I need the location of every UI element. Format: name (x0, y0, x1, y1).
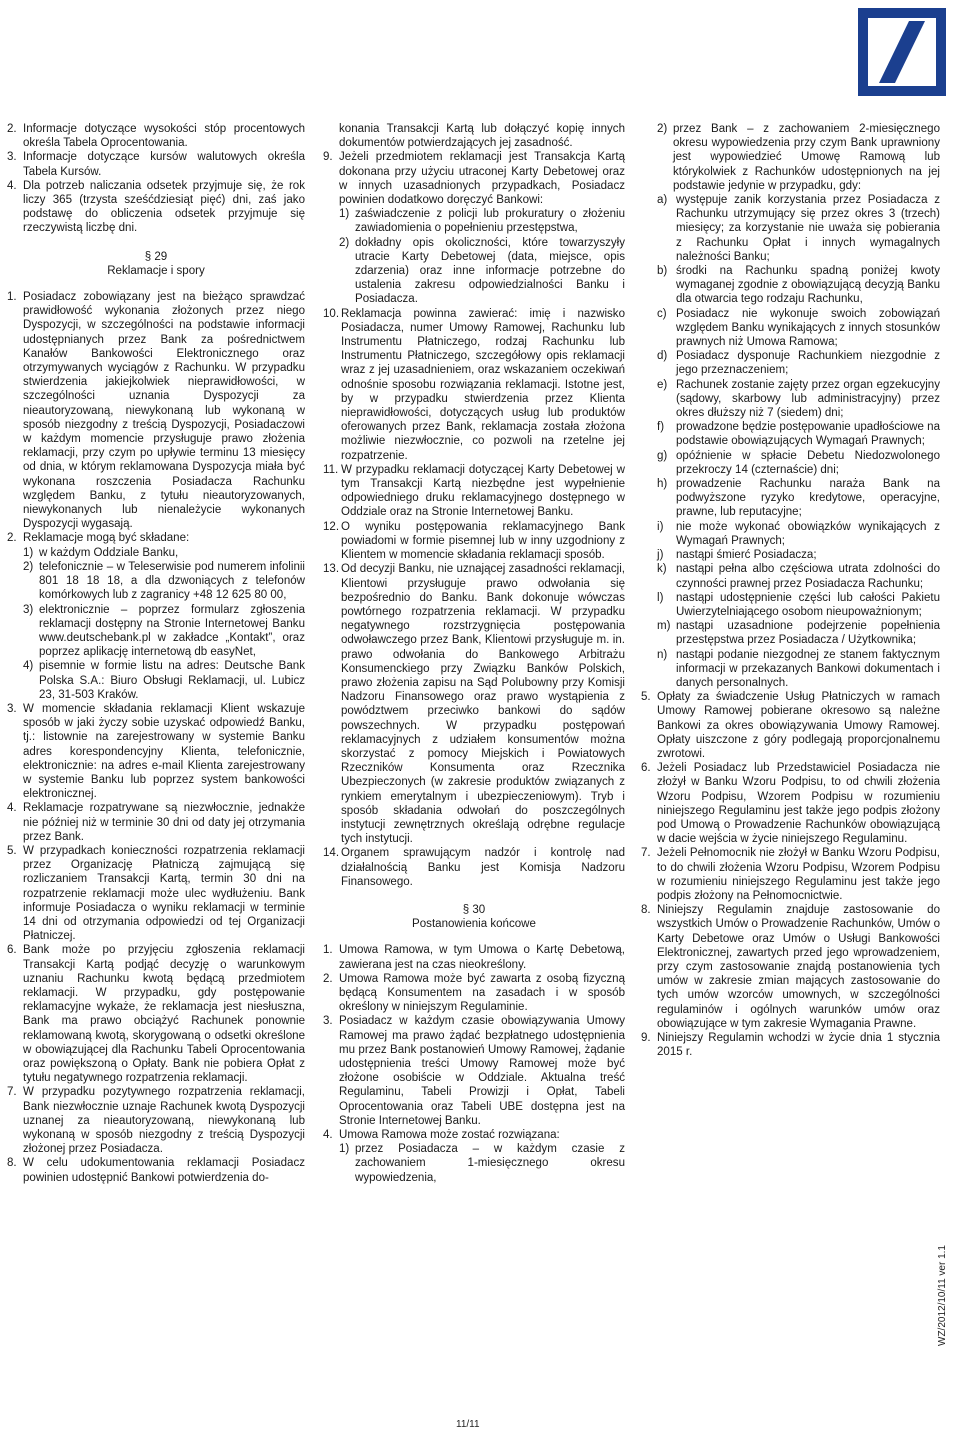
clause-text: Bank może po przyjęciu zgłoszenia reklamacji Transakcji Kartą podjąć decyzję o warunkowym uznaniu Rachunku kwotą będącą przedmiotem reklamacji. W przypadku, gdy postępowanie reklamacyjne wykaże, że reklamacja jest niesłuszna, Bank ma prawo obciążyć Rachunek ponownie reklamowaną kwotą, skorygowaną o odsetki określone w obowiązującej dla Rachunku Tabeli Oprocentowania oraz powiększoną o Opłaty. Bank nie pobiera Opłat z tytułu negatywnego rozpatrzenia reklamacji. (23, 944, 305, 1085)
clause-text: O wyniku postępowania reklamacyjnego Bank powiadomi w formie pisemnej lub w inny uzgodniony z Klientem w momencie składania reklamacji sposób. (341, 520, 625, 562)
clause-item (7, 659, 305, 702)
column-right (641, 122, 940, 1059)
clause-number: 5. (7, 844, 17, 857)
clause-text: konania Transakcji Kartą lub dołączyć kopię innych dokumentów potwierdzających jej zasadność. (339, 123, 625, 150)
clause-item (641, 307, 940, 350)
clause-text: Posiadacz zobowiązany jest na bieżąco sprawdzać prawidłowość wykonania złożonych przez niego Dyspozycji, w szczególności na podstawie informacji udostępnianych przez Bank za pośrednictwem Kanałów Bankowości Elektronicznego oraz otrzymywanych wyciągów z Rachunku. W przypadku stwierdzenia jakiejkolwiek nieprawidłowości, w szczególności uznania Dyspozycji za nieautoryzowaną, niewykonaną lub wykonaną w sposób niezgodny z treścią Dyspozycji, Posiadaczowi w każdym momencie przysługuje prawo złożenia reklamacji, przy czym po upływie terminu 13 miesięcy od dnia, w którym reklamowana Dyspozycja miała być wykonana roszczenia Posiadacza Rachunku względem Banku, z tytułu nieautoryzowanych, niewykonanych lub nienależycie wykonanych Dyspozycji wygasają. (23, 291, 305, 531)
clause-text: nastąpi uzasadnione podejrzenie popełnienia przestępstwa przez Posiadacza / Użytkownika; (676, 620, 940, 647)
clause-text: Umowa Ramowa, w tym Umowa o Kartę Debetową, zawierana jest na czas nieokreślony. (339, 944, 625, 971)
clause-number: 8. (7, 1157, 17, 1170)
clause-item (641, 193, 940, 264)
clause-item (323, 943, 625, 971)
section-number: § 29 (144, 250, 168, 263)
clause-item (641, 562, 940, 590)
clause-text: Niniejszy Regulamin znajduje zastosowanie do wszystkich Umów o Prowadzenie Rachunków, Umów o Karty Debetowe oraz Umów o Usługi Bankowości Elektronicznej, zawartych przed jego wprowadzeniem, przy czym zastosowanie znajdą postanowienia tych umów w zakresie zmian mających zastosowanie do tych umów wzorców umownych, w szczególności regulaminów i ogólnych warunków umów oraz obowiązujące w tym zakresie Wymagania Prawne. (657, 904, 940, 1030)
clause-number: 12. (323, 520, 340, 533)
clause-text: Opłaty za świadczenie Usług Płatniczych w ramach Umowy Ramowej pobierane okresowo są należne Bankowi za okres obowiązywania Umowy Ramowej. Opłaty uiszczone z góry podlegają proporcjonalnemu zwrotowi. (657, 691, 940, 760)
clause-text: Posiadacz nie wykonuje swoich zobowiązań względem Banku wynikających z innych stosunków prawnych niż Umowa Ramowa; (676, 307, 940, 349)
clause-number: 3. (323, 1015, 333, 1028)
clause-item (7, 531, 305, 545)
section-title: Reklamacje i spory (107, 264, 205, 277)
clause-text: Umowa Ramowa może być zawarta z osobą fizyczną będącą Konsumentem na zasadach i w sposób określony w niniejszym Regulaminie. (339, 972, 625, 1014)
clause-item (641, 619, 940, 647)
clause-number: 7. (7, 1086, 17, 1099)
clause-item (641, 690, 940, 761)
clause-number: 7. (641, 847, 651, 860)
clause-number: j) (657, 549, 664, 562)
clause-text: prowadzone będzie postępowanie upadłościowe na podstawie obowiązujących Wymagań Prawnych; (676, 421, 940, 448)
clause-text: Informacje dotyczące kursów walutowych określa Tabela Kursów. (23, 151, 305, 178)
clause-text: W przypadku reklamacji dotyczącej Karty Debetowej w tym Transakcji Kartą niezbędne jest wypełnienie odpowiedniego druku reklamacyjnego dostępnego w Oddziale oraz na Stronie Internetowej Banku. (341, 463, 625, 519)
clause-number: m) (657, 620, 671, 633)
clause-number: 9. (323, 151, 333, 164)
clause-text: dokładny opis okoliczności, które towarzyszyły utracie Karty Debetowej (data, miejsce, opis zdarzenia) oraz inne informacje potrzebne do ustalenia zakresu odpowiedzialności Banku i Posiadacza. (355, 236, 625, 306)
clause-number: b) (657, 265, 668, 278)
clause-item (323, 236, 625, 307)
clause-number: n) (657, 648, 668, 661)
clause-item (323, 207, 625, 235)
clause-number: 5. (641, 691, 651, 704)
clause-item (641, 1031, 940, 1059)
clause-text: przez Bank – z zachowaniem 2-miesięcznego okresu wypowiedzenia przy czym Bank uprawniony jest wypowiedzieć Umowę Ramową lub którykolwiek z Rachunków udostępnionych na jej podstawie jedynie w przypadku, gdy: (673, 123, 940, 192)
clause-item (323, 520, 625, 563)
clause-text: Dla potrzeb naliczania odsetek przyjmuje się, że rok liczy 365 (trzysta sześćdziesiąt pięć) dni, zaś jako podstawę do obliczenia odsetek przyjmuje się rzeczywistą liczbę dni. (23, 179, 305, 235)
clause-number: 2) (23, 560, 34, 573)
clause-text: nastąpi podanie niezgodnej ze stanem faktycznym informacji w przekazanych Bankowi dokumentach i danych personalnych. (676, 648, 940, 689)
section-heading (323, 903, 625, 931)
clause-number: 1) (339, 1143, 350, 1156)
column-left (7, 122, 305, 1185)
clause-item (323, 562, 625, 846)
clause-number: 2) (339, 236, 350, 249)
clause-item (641, 548, 940, 562)
clause-item (323, 1014, 625, 1128)
clause-text: Jeżeli Pełnomocnik nie złożył w Banku Wzoru Podpisu, to do chwili złożenia Wzoru Podpisu, Wzorem Podpisu w rozumieniu niniejszego Regulaminu jest także jego podpis złożony na Pełnomocnictwie. (657, 847, 940, 902)
clause-item (641, 591, 940, 619)
clause-text: nastąpi udostępnienie części lub całości Pakietu Uwierzytelniającego osobom nieupoważnionym; (676, 591, 940, 618)
clause-number: 3. (7, 151, 17, 164)
clause-item (641, 903, 940, 1031)
clause-item (641, 349, 940, 377)
clause-number: c) (657, 307, 667, 320)
clause-item (7, 1085, 305, 1156)
clause-number: 1. (7, 291, 17, 304)
clause-text: Posiadacz w każdym czasie obowiązywania Umowy Ramowej ma prawo żądać bezpłatnego udostępnienia mu przez Bank postanowień Umowy Ramowej, żądanie udostępnienia treści Umowy Ramowej może być złożone osobiście w Oddziale. Aktualna treść Regulaminu, Tabeli Prowizji i Opłat, Tabeli Oprocentowania oraz Tabeli UBE dostępna jest na Stronie Internetowej Banku. (339, 1015, 625, 1127)
clause-text: Posiadacz dysponuje Rachunkiem niezgodnie z jego przeznaczeniem; (676, 350, 940, 377)
clause-number: d) (657, 350, 668, 363)
clause-item (323, 463, 625, 520)
page-number: 11/11 (456, 1419, 480, 1430)
clause-number: e) (657, 378, 668, 391)
clause-item (641, 264, 940, 307)
clause-item (7, 560, 305, 603)
clause-text: zaświadczenie z policji lub prokuratury o złożeniu zawiadomienia o popełnieniu przestępstwa, (355, 208, 625, 235)
clause-number: 4) (23, 660, 34, 673)
section-number: § 30 (462, 903, 486, 916)
clause-text: Od decyzji Banku, nie uznającej zasadności reklamacji, Klientowi przysługuje prawo odwołania się bezpośrednio do Banku. Bank dokonuje wówczas powtórnego rozpatrzenia reklamacji. W przypadku negatywnego rozstrzygnięcia postępowania odwoławczego przez Bank, Klientowi przysługuje m. in. prawo odwołania do Bankowego Arbitrażu Konsumenckiego przy Związku Banków Polskich, prawo złożenia zapisu na Sąd Polubowny przy Komisji Nadzoru Finansowego oraz prawo wystąpienia z powództwem przeciwko bankowi do sądów powszechnych. W przypadku postępowań reklamacyjnych z udziałem konsumentów można skorzystać z pomocy Miejskich i Powiatowych Rzeczników Konsumenta oraz Rzecznika Ubezpieczonych (w zakresie produktów związanych z rynkiem emerytalnym i ubezpieczeniowym). Tryb i sposób składania odwołań do poszczególnych instytucji zewnętrznych określają odrębne regulacje tych instytucji. (341, 563, 625, 846)
clause-item (7, 801, 305, 844)
clause-text: W przypadkach konieczności rozpatrzenia reklamacji przez Organizację Płatniczą zajmującą się rozliczaniem Transakcji Kartą, termin 30 dni na rozpatrzenie reklamacji może ulec wydłużeniu. Bank informuje Posiadacza o wyniku reklamacji w terminie 14 dni od otrzymania odpowiedzi od tej Organizacji Płatniczej. (23, 844, 305, 943)
clause-item (641, 761, 940, 846)
clause-item (323, 1142, 625, 1185)
clause-text: Rachunek zostanie zajęty przez organ egzekucyjny (sądowy, skarbowy lub administracyjny) przez okres dłuższy niż 7 (siedem) dni; (676, 378, 940, 420)
clause-item (7, 122, 305, 150)
column-middle (323, 122, 625, 1185)
clause-item (7, 943, 305, 1085)
clause-item (641, 520, 940, 548)
clause-number: 4. (323, 1129, 333, 1142)
clause-number: 4. (7, 802, 17, 815)
clause-number: a) (657, 194, 668, 207)
clause-item (323, 122, 625, 150)
clause-number: 1) (23, 546, 34, 559)
clause-text: przez Posiadacza – w każdym czasie z zachowaniem 1-miesięcznego okresu wypowiedzenia, (355, 1143, 625, 1184)
clause-item (323, 1128, 625, 1142)
clause-item (7, 702, 305, 801)
clause-number: 13. (323, 563, 340, 576)
clause-item (7, 1156, 305, 1184)
clause-text: nie może wykonać obowiązków wynikających z Wymagań Prawnych; (676, 520, 940, 547)
clause-text: elektronicznie – poprzez formularz zgłoszenia reklamacji dostępny na Stronie Internetowej Banku www.deutschebank.pl w zakładce „Kontakt”, oraz poprzez aplikację internetową db easyNet, (39, 603, 305, 659)
clause-number: 2. (323, 972, 333, 985)
clause-text: w każdym Oddziale Banku, (39, 546, 179, 559)
clause-item (323, 150, 625, 207)
clause-text: telefonicznie – w Teleserwisie pod numerem infolinii 801 18 18 18, a dla dzwoniących z telefonów komórkowych lub z zagranicy +48 12 625 80 00, (39, 560, 305, 602)
clause-item (323, 846, 625, 889)
clause-number: 1) (339, 208, 350, 221)
clause-number: 3. (7, 702, 17, 715)
clause-text: prowadzenie Rachunku naraża Bank na podwyższone ryzyko kredytowe, operacyjne, prawne, lub reputacyjne; (676, 478, 940, 519)
clause-item (641, 420, 940, 448)
logo-icon (858, 8, 946, 96)
section-heading (7, 250, 305, 278)
section-title: Postanowienia końcowe (412, 918, 536, 931)
clause-item (641, 378, 940, 421)
clause-item (641, 648, 940, 691)
clause-text: Organem sprawującym nadzór i kontrolę nad działalnością Banku jest Komisja Nadzoru Finansowego. (341, 847, 625, 888)
clause-text: W momencie składania reklamacji Klient wskazuje sposób w jaki życzy sobie uzyskać odpowiedź Banku, tj.: listownie na zarejestrowany w systemie Banku adres korespondencyjny Klienta, telefonicznie, elektronicznie: na adres e-mail Klienta zarejestrowany w systemie Banku lub poprzez system bankowości elektronicznej. (23, 702, 305, 801)
clause-number: h) (657, 478, 668, 491)
clause-text: Niniejszy Regulamin wchodzi w życie dnia 1 stycznia 2015 r. (657, 1032, 940, 1059)
slash-mark-icon (868, 18, 936, 86)
clause-number: l) (657, 591, 664, 604)
clause-number: 2. (7, 532, 17, 545)
clause-number: 4. (7, 179, 17, 192)
clause-item (7, 290, 305, 531)
clause-item (7, 150, 305, 178)
clause-number: i) (657, 520, 664, 533)
clause-number: 3) (23, 603, 34, 616)
clause-text: występuje zanik korzystania przez Posiadacza z Rachunku utrzymujący się przez okres 3 (trzech) miesięcy; za korzystanie nie uważa się pobierania z Rachunku Opłat i innych wymagalnych należności Banku; (676, 194, 940, 263)
clause-text: Reklamacja powinna zawierać: imię i nazwisko Posiadacza, numer Umowy Ramowej, Rachunku lub Instrumentu Płatniczego, rodzaj Rachunku lub Instrumentu Płatniczego, szczegółowy opis reklamacji wraz z jej uzasadnieniem, oraz wskazaniem oczekiwań odnośnie sposobu rozwiązania reklamacji. Istotne jest, by w przypadku stwierdzenia przez Klienta nieprawidłowości, dotyczących usług lub produktów oferowanych przez Bank, reklamacja została złożona możliwie niezwłocznie, co pozwoli na rzetelne jej rozpatrzenie. (341, 307, 625, 462)
clause-item (7, 546, 305, 560)
clause-item (7, 844, 305, 943)
clause-number: 1. (323, 944, 333, 957)
clause-number: 2) (657, 123, 668, 135)
clause-number: 6. (7, 944, 17, 957)
clause-number: 6. (641, 762, 651, 775)
clause-item (641, 477, 940, 520)
clause-text: pisemnie w formie listu na adres: Deutsche Bank Polska S.A.: Biuro Obsługi Reklamacji, ul. Lubicz 23, 31-503 Kraków. (39, 660, 305, 701)
clause-number: k) (657, 563, 667, 576)
clause-text: nastąpi pełna albo częściowa utrata zdolności do czynności prawnej przez Posiadacza Rachunku; (676, 563, 940, 590)
document-code: WZ/2012/10/11 ver 1.1 (937, 1245, 948, 1346)
clause-text: Jeżeli przedmiotem reklamacji jest Transakcja Kartą dokonana przy użyciu utraconej Karty Debetowej oraz w innych uzasadnionych przypadkach, Posiadacz powinien dodatkowo doręczyć Bankowi: (339, 151, 625, 207)
clause-text: Reklamacje rozpatrywane są niezwłocznie, jednakże nie później niż w terminie 30 dni od daty jej otrzymania przez Bank. (23, 802, 305, 843)
clause-text: Jeżeli Posiadacz lub Przedstawiciel Posiadacza nie złożył w Banku Wzoru Podpisu, to od chwili złożenia Wzoru Podpisu, Wzorem Podpisu w rozumieniu niniejszego Regulaminu jest także jego podpis złożony pod Umową o Prowadzenie Rachunków obowiązującą w dacie wejścia w życie niniejszego Regulaminu. (657, 762, 940, 846)
clause-text: środki na Rachunku spadną poniżej kwoty wymaganej zgodnie z obowiązującą decyzją Banku dla otwarcia tego rodzaju Rachunku, (676, 265, 940, 306)
clause-number: 2. (7, 123, 17, 135)
clause-text: W celu udokumentowania reklamacji Posiadacz powinien udostępnić Bankowi potwierdzenia do- (23, 1157, 305, 1184)
clause-text: opóźnienie w spłacie Debetu Niedozwolonego przekroczy 14 (czternaście) dni; (676, 449, 940, 476)
clause-item (7, 603, 305, 660)
clause-text: Reklamacje mogą być składane: (23, 532, 190, 545)
clause-text: nastąpi śmierć Posiadacza; (676, 549, 817, 562)
clause-item (641, 449, 940, 477)
clause-item (323, 972, 625, 1015)
clause-number: 8. (641, 904, 651, 917)
clause-number: 9. (641, 1032, 651, 1044)
clause-item (323, 307, 625, 463)
clause-number: f) (657, 421, 665, 434)
clause-text: W przypadku pozytywnego rozpatrzenia reklamacji, Bank niezwłocznie uznaje Rachunek kwotą Dyspozycji uznanej za nieautoryzowaną, niewykonaną lub wykonaną w sposób niezgodny z treścią Dyspozycji złożonej przez Posiadacza. (23, 1086, 305, 1156)
clause-text: Umowa Ramowa może zostać rozwiązana: (339, 1129, 560, 1142)
clause-number: g) (657, 449, 668, 462)
clause-item (641, 122, 940, 193)
clause-text: Informacje dotyczące wysokości stóp procentowych określa Tabela Oprocentowania. (23, 123, 305, 150)
clause-number: 11. (323, 463, 339, 476)
clause-item (7, 179, 305, 236)
clause-item (641, 846, 940, 903)
clause-number: 14. (323, 847, 340, 860)
clause-number: 10. (323, 307, 340, 320)
